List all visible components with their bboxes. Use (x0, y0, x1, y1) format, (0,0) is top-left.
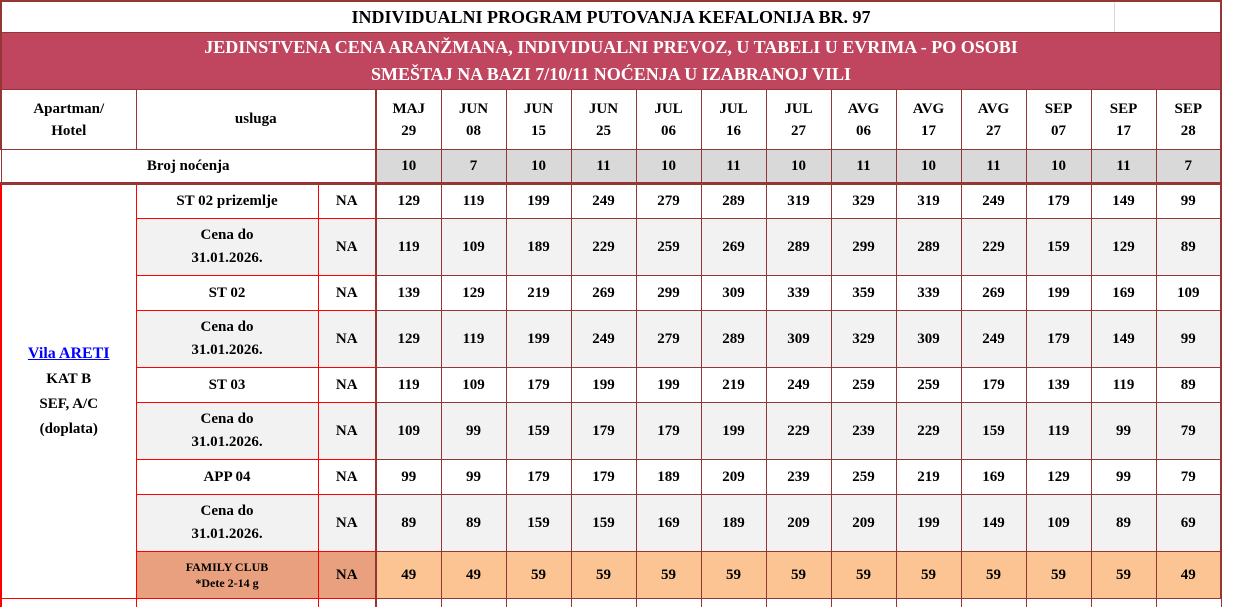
date-day: 08 (466, 122, 481, 139)
price-cell: 59 (766, 552, 831, 599)
price-cell: 89 (1156, 219, 1221, 276)
price-cell: 249 (961, 184, 1026, 219)
price-cell: 209 (766, 495, 831, 552)
nights-value: 11 (1091, 150, 1156, 184)
price-cell: 89 (1156, 368, 1221, 403)
date-month: JUN (458, 100, 489, 117)
date-day: 07 (1051, 122, 1066, 139)
nights-label: Broj noćenja (1, 150, 376, 184)
room-label (136, 552, 318, 599)
price-cell: 139 (1026, 368, 1091, 403)
price-cell: 229 (896, 403, 961, 460)
room-label-line-1: ST 02 (208, 284, 246, 301)
usluga-header: usluga (136, 90, 376, 150)
price-cell: 109 (1156, 276, 1221, 311)
price-cell: 169 (961, 460, 1026, 495)
availability-cell: NA (318, 403, 376, 460)
price-cell: 289 (766, 219, 831, 276)
table-row (1, 219, 1221, 276)
price-cell: 169 (1091, 276, 1156, 311)
price-cell: 279 (636, 311, 701, 368)
price-cell: 129 (376, 311, 441, 368)
price-cell: 179 (571, 403, 636, 460)
date-header (441, 90, 506, 150)
nights-value: 10 (636, 150, 701, 184)
date-day: 28 (1180, 122, 1196, 139)
nights-value: 10 (896, 150, 961, 184)
table-row (1, 276, 1221, 311)
price-cell: 199 (506, 184, 571, 219)
date-header (961, 90, 1026, 150)
date-day: 27 (986, 122, 1001, 139)
price-cell: 89 (1091, 495, 1156, 552)
price-cell: 109 (441, 368, 506, 403)
date-day: 27 (791, 122, 806, 139)
price-cell: 149 (1091, 184, 1156, 219)
price-cell-next (961, 599, 1026, 608)
price-cell: 289 (701, 311, 766, 368)
price-cell: 309 (701, 276, 766, 311)
price-cell-next (1091, 599, 1156, 608)
price-cell: 59 (636, 552, 701, 599)
price-cell: 59 (961, 552, 1026, 599)
date-month: SEP (1109, 100, 1138, 117)
date-month: JUL (719, 100, 748, 117)
date-header (376, 90, 441, 150)
room-label (136, 368, 318, 403)
price-cell: 259 (831, 460, 896, 495)
table-row (1, 311, 1221, 368)
price-cell: 119 (441, 311, 506, 368)
price-cell-next (441, 599, 506, 608)
price-cell: 159 (1026, 219, 1091, 276)
price-cell: 189 (506, 219, 571, 276)
price-cell: 179 (961, 368, 1026, 403)
price-cell: 249 (571, 184, 636, 219)
availability-cell: NA (318, 311, 376, 368)
date-month: JUL (654, 100, 683, 117)
price-cell: 169 (636, 495, 701, 552)
price-cell: 219 (701, 368, 766, 403)
room-label-line-2: *Dete 2-14 g (195, 576, 259, 590)
date-header (701, 90, 766, 150)
room-label (136, 219, 318, 276)
nights-value: 10 (1026, 150, 1091, 184)
room-label-line-1: APP 04 (203, 468, 251, 485)
price-cell: 119 (441, 184, 506, 219)
price-cell: 279 (636, 184, 701, 219)
price-cell: 99 (1156, 311, 1221, 368)
price-cell: 339 (766, 276, 831, 311)
price-cell: 209 (831, 495, 896, 552)
nights-value: 11 (701, 150, 766, 184)
date-header (506, 90, 571, 150)
price-cell: 99 (441, 403, 506, 460)
price-cell: 99 (376, 460, 441, 495)
room-label (136, 460, 318, 495)
price-cell-next (896, 599, 961, 608)
date-day: 15 (531, 122, 546, 139)
room-label-line-1: Cena do (200, 319, 254, 335)
price-cell: 79 (1156, 460, 1221, 495)
nights-value: 10 (506, 150, 571, 184)
price-cell: 249 (571, 311, 636, 368)
nights-row (1, 150, 1221, 184)
table-row (1, 552, 1221, 599)
date-header (636, 90, 701, 150)
price-cell: 209 (701, 460, 766, 495)
hotel-link[interactable]: Vila ARETI (27, 345, 110, 362)
price-cell: 99 (441, 460, 506, 495)
price-cell: 79 (1156, 403, 1221, 460)
availability-cell: NA (318, 219, 376, 276)
date-header (571, 90, 636, 150)
price-cell: 239 (766, 460, 831, 495)
date-month: SEP (1044, 100, 1073, 117)
price-cell: 269 (701, 219, 766, 276)
date-month: JUL (784, 100, 813, 117)
availability-cell: NA (318, 495, 376, 552)
price-cell: 89 (376, 495, 441, 552)
price-cell: 189 (701, 495, 766, 552)
price-cell: 59 (506, 552, 571, 599)
price-cell: 139 (376, 276, 441, 311)
price-cell: 149 (1091, 311, 1156, 368)
table-row (1, 368, 1221, 403)
date-month: SEP (1174, 100, 1203, 117)
date-day: 06 (856, 122, 871, 139)
price-cell: 159 (506, 495, 571, 552)
price-cell: 329 (831, 311, 896, 368)
banner-cell (1, 33, 1221, 90)
price-cell: 359 (831, 276, 896, 311)
price-cell: 189 (636, 460, 701, 495)
price-cell: 129 (1091, 219, 1156, 276)
room-label (136, 311, 318, 368)
price-cell: 299 (831, 219, 896, 276)
price-cell: 149 (961, 495, 1026, 552)
price-cell: 319 (766, 184, 831, 219)
availability-cell: NA (318, 460, 376, 495)
hotel-cell (1, 184, 136, 599)
price-cell-next (766, 599, 831, 608)
price-cell: 269 (961, 276, 1026, 311)
banner-line-2: SMEŠTAJ NA BAZI 7/10/11 NOĆENJA U IZABRANOJ VILI (371, 64, 851, 84)
price-cell: 259 (831, 368, 896, 403)
price-cell: 199 (506, 311, 571, 368)
price-cell: 179 (571, 460, 636, 495)
price-cell: 59 (1026, 552, 1091, 599)
date-header (1091, 90, 1156, 150)
price-cell: 199 (1026, 276, 1091, 311)
room-label-line-2: 31.01.2026. (191, 250, 263, 266)
date-header (831, 90, 896, 150)
table-row (1, 460, 1221, 495)
price-cell: 109 (441, 219, 506, 276)
room-label-line-1: ST 02 prizemlje (176, 193, 278, 209)
price-cell: 159 (571, 495, 636, 552)
price-cell: 259 (636, 219, 701, 276)
price-cell: 59 (896, 552, 961, 599)
price-cell: 159 (506, 403, 571, 460)
price-cell: 49 (1156, 552, 1221, 599)
price-cell-next (701, 599, 766, 608)
page-title: INDIVIDUALNI PROGRAM PUTOVANJA KEFALONIJA BR. 97 (351, 6, 871, 27)
price-cell: 129 (441, 276, 506, 311)
date-month: JUN (588, 100, 619, 117)
price-cell-next (831, 599, 896, 608)
price-cell: 229 (766, 403, 831, 460)
hotel-info-line: (doplata) (39, 421, 98, 437)
date-month: AVG (977, 100, 1010, 117)
price-cell: 299 (636, 276, 701, 311)
availability-cell: NA (318, 368, 376, 403)
page-title-cell (1, 1, 1221, 33)
availability-cell: NA (318, 276, 376, 311)
price-cell: 199 (571, 368, 636, 403)
date-month: AVG (912, 100, 945, 117)
partial-row (1, 599, 1221, 608)
nights-value: 11 (571, 150, 636, 184)
table-row (1, 184, 1221, 219)
price-cell: 339 (896, 276, 961, 311)
date-header (896, 90, 961, 150)
availability-cell: NA (318, 184, 376, 219)
price-cell: 199 (701, 403, 766, 460)
price-cell: 179 (636, 403, 701, 460)
table-row (1, 403, 1221, 460)
nights-value: 11 (831, 150, 896, 184)
hotel-info-line: KAT B (46, 371, 92, 387)
price-cell: 179 (1026, 311, 1091, 368)
price-cell: 59 (571, 552, 636, 599)
nights-value: 7 (441, 150, 506, 184)
date-day: 06 (661, 122, 676, 139)
price-cell: 179 (506, 460, 571, 495)
price-cell: 289 (701, 184, 766, 219)
date-day: 17 (1116, 122, 1131, 139)
price-cell: 49 (376, 552, 441, 599)
price-cell: 119 (1091, 368, 1156, 403)
price-cell: 119 (1026, 403, 1091, 460)
room-label-line-1: ST 03 (208, 376, 246, 393)
price-cell: 249 (961, 311, 1026, 368)
hotel-info-line: SEF, A/C (39, 396, 99, 412)
room-label (136, 184, 318, 219)
price-cell: 129 (376, 184, 441, 219)
price-cell-next (571, 599, 636, 608)
availability-cell-next (318, 599, 376, 608)
date-day: 17 (921, 122, 936, 139)
price-cell: 99 (1091, 403, 1156, 460)
price-cell: 309 (766, 311, 831, 368)
nights-value: 10 (376, 150, 441, 184)
column-header-row (1, 90, 1221, 150)
price-cell: 179 (1026, 184, 1091, 219)
price-cell: 109 (376, 403, 441, 460)
room-label (136, 276, 318, 311)
price-cell: 99 (1156, 184, 1221, 219)
room-label-line-1: Cena do (200, 503, 254, 519)
banner-line-1: JEDINSTVENA CENA ARANŽMANA, INDIVIDUALNI PREVOZ, U TABELI U EVRIMA - PO OSOBI (204, 37, 1018, 57)
price-cell: 289 (896, 219, 961, 276)
price-cell: 319 (896, 184, 961, 219)
title-row (1, 1, 1221, 33)
price-cell: 329 (831, 184, 896, 219)
date-month: JUN (523, 100, 554, 117)
nights-value: 11 (961, 150, 1026, 184)
price-cell: 49 (441, 552, 506, 599)
price-cell: 229 (961, 219, 1026, 276)
nights-value: 7 (1156, 150, 1221, 184)
price-cell: 69 (1156, 495, 1221, 552)
price-cell: 229 (571, 219, 636, 276)
nights-value: 10 (766, 150, 831, 184)
table-row (1, 495, 1221, 552)
availability-cell: NA (318, 552, 376, 599)
price-cell: 219 (896, 460, 961, 495)
title-gridline (1114, 2, 1115, 32)
price-cell: 109 (1026, 495, 1091, 552)
date-header (766, 90, 831, 150)
price-cell-next (1156, 599, 1221, 608)
price-cell-next (636, 599, 701, 608)
price-cell-next (376, 599, 441, 608)
date-month: AVG (847, 100, 880, 117)
price-cell: 309 (896, 311, 961, 368)
date-day: 29 (401, 122, 417, 139)
price-cell: 199 (636, 368, 701, 403)
room-label-line-1: Cena do (200, 227, 254, 243)
price-cell: 129 (1026, 460, 1091, 495)
price-cell: 159 (961, 403, 1026, 460)
room-label-line-2: 31.01.2026. (191, 434, 263, 450)
price-cell: 59 (831, 552, 896, 599)
price-cell-next (1026, 599, 1091, 608)
price-cell: 179 (506, 368, 571, 403)
hotel-cell-next (1, 599, 136, 608)
date-header (1026, 90, 1091, 150)
price-cell: 119 (376, 219, 441, 276)
price-cell: 269 (571, 276, 636, 311)
price-cell: 239 (831, 403, 896, 460)
date-header (1156, 90, 1221, 150)
price-cell: 119 (376, 368, 441, 403)
price-cell: 59 (1091, 552, 1156, 599)
room-label (136, 495, 318, 552)
price-cell: 199 (896, 495, 961, 552)
price-cell: 219 (506, 276, 571, 311)
banner-row (1, 33, 1221, 90)
room-label-line-1: FAMILY CLUB (185, 560, 269, 574)
room-label (136, 403, 318, 460)
date-day: 25 (596, 122, 611, 139)
date-month: MAJ (392, 100, 425, 117)
room-label-line-2: 31.01.2026. (191, 526, 263, 542)
room-label-line-1: Cena do (200, 411, 254, 427)
price-cell: 99 (1091, 460, 1156, 495)
price-cell: 259 (896, 368, 961, 403)
date-day: 16 (726, 122, 741, 139)
apartman-hotel-header: Apartman/ Hotel (1, 90, 136, 150)
room-label-line-2: 31.01.2026. (191, 342, 263, 358)
price-cell: 89 (441, 495, 506, 552)
price-cell: 59 (701, 552, 766, 599)
room-label-next (136, 599, 318, 608)
price-cell: 249 (766, 368, 831, 403)
price-cell-next (506, 599, 571, 608)
